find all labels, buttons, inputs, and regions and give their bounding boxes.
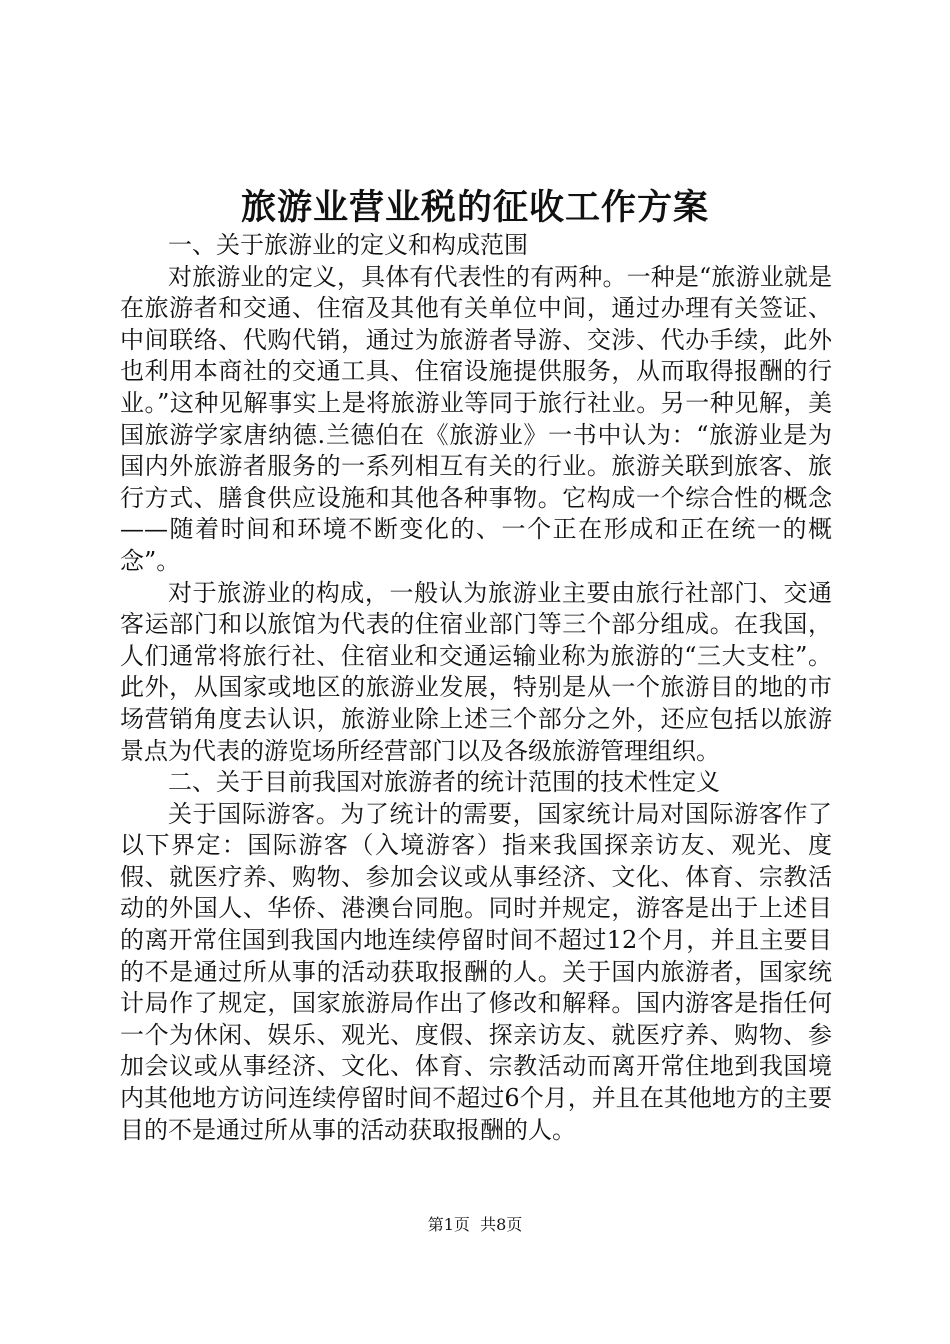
paragraph-definition: 对旅游业的定义，具体有代表性的有两种。一种是“旅游业就是在旅游者和交通、住宿及其他有关单位中间，通过办理有关签证、中间联络、代购代销，通过为旅游者导游、交涉、代办手续，此外也利用本商社的交通工具、住宿设施提供服务，从而取得报酬的行业。”这种见解事实上是将旅游业等同于旅行社业。另一种见解，美国旅游学家唐纳德.兰德伯在《旅游业》一书中认为：“旅游业是为国内外旅游者服务的一系列相互有关的行业。旅游关联到旅客、旅行方式、膳食供应设施和其他各种事物。它构成一个综合性的概念——随着时间和环境不断变化的、一个正在形成和正在统一的概念”。: [120, 262, 832, 575]
section-heading-1: 一、关于旅游业的定义和构成范围: [168, 231, 528, 259]
document-body: [120, 230, 832, 1146]
page-footer: [0, 1214, 950, 1236]
paragraph-statistics: 关于国际游客。为了统计的需要，国家统计局对国际游客作了以下界定：国际游客（入境游客）指来我国探亲访友、观光、度假、就医疗养、购物、参加会议或从事经济、文化、体育、宗教活动的外国人、华侨、港澳台同胞。同时并规定，游客是出于上述目的离开常住国到我国内地连续停留时间不超过12个月，并且主要目的不是通过所从事的活动获取报酬的人。关于国内旅游者，国家统计局作了规定，国家旅游局作出了修改和解释。国内游客是指任何一个为休闲、娱乐、观光、度假、探亲访友、就医疗养、购物、参加会议或从事经济、文化、体育、宗教活动而离开常住地到我国境内其他地方访问连续停留时间不超过6个月，并且在其他地方的主要目的不是通过所从事的活动获取报酬的人。: [120, 799, 832, 1144]
page-total: 共8页: [480, 1215, 523, 1234]
document-title: 旅游业营业税的征收工作方案: [240, 187, 709, 228]
page-number: 第1页: [427, 1215, 470, 1234]
paragraph-composition: 对于旅游业的构成，一般认为旅游业主要由旅行社部门、交通客运部门和以旅馆为代表的住宿业部门等三个部分组成。在我国，人们通常将旅行社、住宿业和交通运输业称为旅游的“三大支柱”。此外，从国家或地区的旅游业发展，特别是从一个旅游目的地的市场营销角度去认识，旅游业除上述三个部分之外，还应包括以旅游景点为代表的游览场所经营部门以及各级旅游管理组织。: [120, 578, 832, 765]
section-heading-2: 二、关于目前我国对旅游者的统计范围的技术性定义: [168, 768, 720, 797]
